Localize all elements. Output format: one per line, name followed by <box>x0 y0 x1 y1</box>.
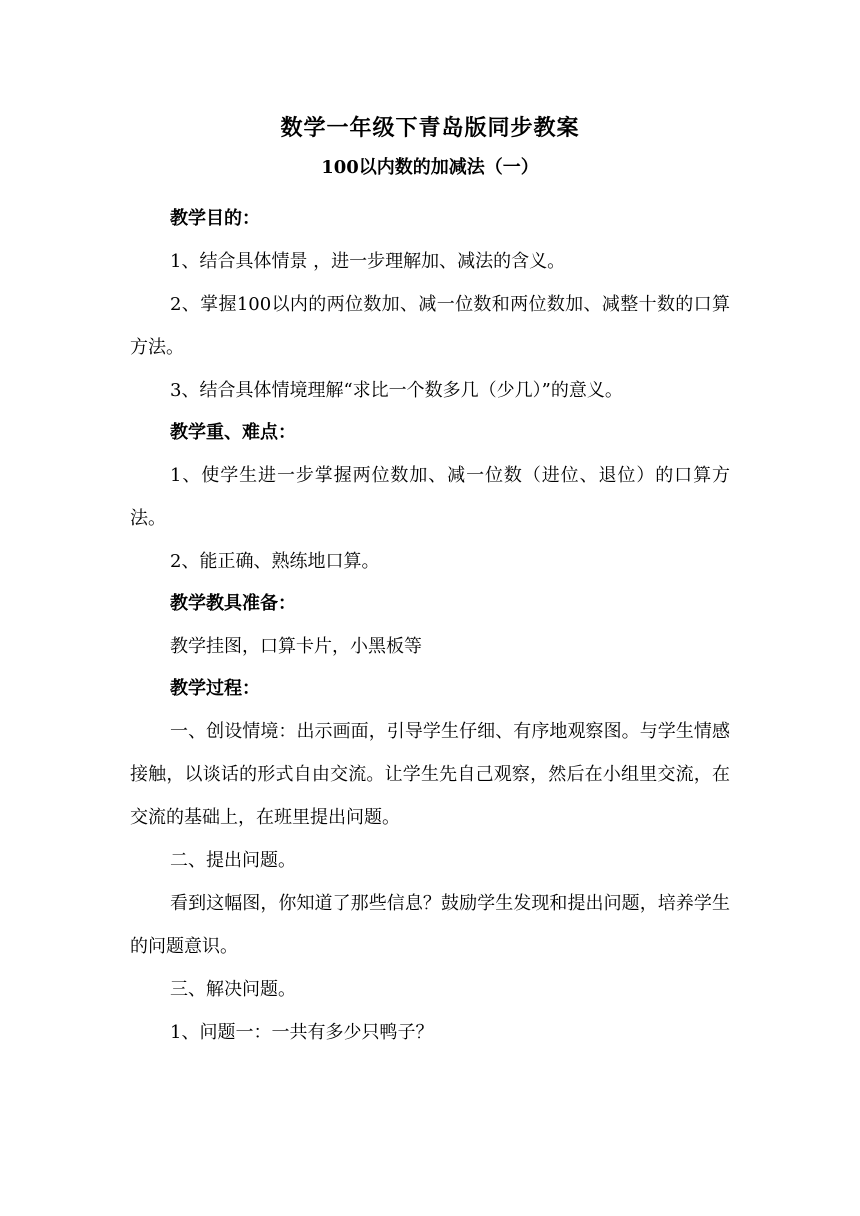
process-heading: 教学过程： <box>170 678 260 699</box>
key-point-item: 2、能正确、熟练地口算。 <box>170 551 380 572</box>
process-item: 三、解决问题。 <box>170 979 296 1000</box>
process-item: 一、创设情境：出示画面，引导学生仔细、有序地观察图。与学生情感接触，以谈话的形式自由交流。让学生先自己观察，然后在小组里交流，在交流的基础上，在班里提出问题。 <box>130 721 730 828</box>
process-item: 二、提出问题。 <box>170 850 296 871</box>
materials-heading: 教学教具准备： <box>170 593 296 614</box>
goal-item: 1、结合具体情景 ，进一步理解加、减法的含义。 <box>170 251 566 272</box>
key-points-heading: 教学重、难点： <box>170 422 296 443</box>
key-point-item: 1、使学生进一步掌握两位数加、减一位数（进位、退位）的口算方法。 <box>130 465 730 529</box>
materials-text: 教学挂图，口算卡片，小黑板等 <box>170 636 422 657</box>
document-subtitle: 100以内数的加减法（一） <box>321 157 539 178</box>
goal-item: 3、结合具体情境理解“求比一个数多几（少几）”的意义。 <box>170 380 623 401</box>
process-item: 1、问题一：一共有多少只鸭子？ <box>170 1022 434 1043</box>
document-content <box>130 110 730 1054</box>
document-title: 数学一年级下青岛版同步教案 <box>280 115 580 141</box>
goal-item: 2、掌握100以内的两位数加、减一位数和两位数加、减整十数的口算方法。 <box>130 294 730 358</box>
process-item: 看到这幅图，你知道了那些信息？鼓励学生发现和提出问题，培养学生的问题意识。 <box>130 893 730 957</box>
goals-heading: 教学目的： <box>170 208 260 229</box>
